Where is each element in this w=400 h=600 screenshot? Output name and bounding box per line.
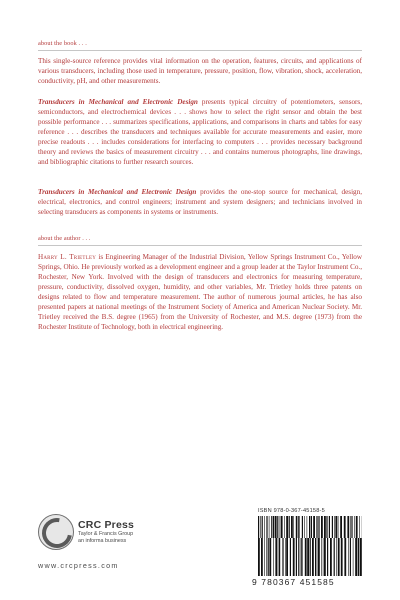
barcode-bar bbox=[302, 516, 303, 538]
barcode-bar bbox=[356, 516, 358, 538]
barcode-bar bbox=[291, 516, 293, 538]
about-book-label: about the book . . . bbox=[38, 40, 87, 47]
isbn-barcode bbox=[258, 516, 362, 538]
barcode-bar bbox=[311, 516, 312, 538]
barcode-bar bbox=[299, 516, 300, 538]
barcode-bar bbox=[350, 538, 351, 576]
author-paragraph bbox=[38, 252, 362, 332]
crc-logo-icon bbox=[38, 514, 74, 550]
barcode-bar bbox=[319, 516, 320, 538]
barcode-bar bbox=[327, 538, 328, 576]
barcode-bar bbox=[334, 516, 335, 538]
barcode-bar bbox=[298, 538, 299, 576]
barcode-bar bbox=[264, 516, 265, 538]
barcode-bar bbox=[355, 538, 357, 576]
barcode-bar bbox=[289, 516, 290, 538]
book-paragraph-1: This single-source reference provides vital information on the operation, features, circuits, and applications of various transducers, including those used in temperature, pressure, position, flow, vibration, shock, acceleration, conductivity, pH, and other measurements. bbox=[38, 57, 362, 86]
barcode-bar bbox=[273, 516, 274, 538]
barcode-bar bbox=[309, 516, 310, 538]
barcode-bar bbox=[317, 538, 318, 576]
barcode-bar bbox=[285, 538, 286, 576]
book-title: Transducers in Mechanical and Electronic Design bbox=[38, 98, 198, 106]
barcode-bar bbox=[329, 516, 330, 538]
publisher-name: CRC Press bbox=[78, 519, 135, 531]
barcode-bar bbox=[323, 538, 324, 576]
barcode-bar bbox=[318, 538, 320, 576]
barcode-bar bbox=[312, 538, 314, 576]
publisher-website: www.crcpress.com bbox=[38, 561, 119, 570]
author-bio: is Engineering Manager of the Industrial Division, Yellow Springs Instrument Co., Yellow Springs, Ohio. He previously worked as a development engineer and a group leader at the Taylor Instrument Co., Rochester, New York. Involved with the design of transducers and electronics for measuring temperature, pressure, conductivity, dissolved oxygen, humidity, and other variables, Mr. Trietley holds three patents on designs related to flow and temperature measurement. The author of numerous journal articles, he has also presented papers at national meetings of the Instrument Society of America and American Nuclear Society. Mr. Trietley received the B.S. degree (1965) from the University of Rochester, and M.S. degree (1973) from the Rochester Institute of Technology, both in electrical engineering. bbox=[38, 253, 363, 332]
barcode-bar bbox=[336, 538, 337, 576]
publisher-group: Taylor & Francis Group bbox=[78, 531, 134, 537]
barcode-bar bbox=[298, 516, 299, 538]
barcode-bar bbox=[332, 516, 333, 538]
divider bbox=[38, 50, 362, 51]
barcode-bar bbox=[350, 516, 351, 538]
barcode-bar bbox=[266, 538, 267, 576]
divider bbox=[38, 245, 362, 246]
barcode-bar bbox=[280, 516, 281, 538]
barcode-bar bbox=[307, 516, 308, 538]
ean-barcode bbox=[258, 538, 362, 576]
barcode-bar bbox=[358, 538, 360, 576]
barcode-bar bbox=[293, 538, 295, 576]
barcode-bar bbox=[305, 538, 307, 576]
barcode-digits: 9 780367 451585 bbox=[252, 577, 335, 587]
barcode-bar bbox=[354, 516, 355, 538]
barcode-bar bbox=[359, 516, 360, 538]
barcode-bar bbox=[324, 538, 326, 576]
barcode-bar bbox=[269, 516, 270, 538]
barcode-bar bbox=[260, 516, 261, 538]
barcode-bar bbox=[273, 538, 274, 576]
barcode-bar bbox=[315, 538, 316, 576]
publisher-tagline: an informa business bbox=[78, 537, 127, 544]
barcode-bar bbox=[352, 516, 353, 538]
barcode-bar bbox=[262, 516, 263, 538]
barcode-bar bbox=[301, 538, 302, 576]
about-author-label: about the author . . . bbox=[38, 235, 91, 242]
barcode-bar bbox=[338, 516, 339, 538]
barcode-bar bbox=[326, 516, 327, 538]
barcode-bar bbox=[316, 516, 317, 538]
barcode-bar bbox=[321, 538, 322, 576]
book-paragraph-3 bbox=[38, 187, 362, 217]
barcode-bar bbox=[307, 538, 309, 576]
barcode-bar bbox=[290, 538, 291, 576]
barcode-bar bbox=[278, 538, 279, 576]
barcode-bar bbox=[266, 516, 267, 538]
book-title: Transducers in Mechanical and Electronic Design bbox=[38, 188, 197, 196]
barcode-bar bbox=[283, 538, 284, 576]
barcode-bar bbox=[344, 538, 346, 576]
barcode-bar bbox=[286, 516, 288, 538]
barcode-bar bbox=[281, 516, 283, 538]
barcode-bar bbox=[275, 538, 277, 576]
barcode-bar bbox=[313, 516, 315, 538]
barcode-bar bbox=[321, 516, 323, 538]
barcode-bar bbox=[258, 538, 260, 576]
barcode-bar bbox=[330, 538, 332, 576]
barcode-bar bbox=[275, 516, 277, 538]
barcode-bar bbox=[258, 516, 259, 538]
isbn-label: ISBN 978-0-367-45158-5 bbox=[258, 508, 325, 514]
barcode-bar bbox=[293, 516, 294, 538]
barcode-bar bbox=[282, 538, 283, 576]
barcode-bar bbox=[261, 538, 263, 576]
barcode-bar bbox=[334, 538, 335, 576]
barcode-bar bbox=[304, 516, 305, 538]
barcode-bar bbox=[317, 516, 318, 538]
book-paragraph-2 bbox=[38, 97, 362, 167]
barcode-bar bbox=[279, 538, 280, 576]
barcode-bar bbox=[338, 538, 340, 576]
barcode-bar bbox=[268, 538, 269, 576]
barcode-bar bbox=[269, 538, 271, 576]
barcode-bar bbox=[353, 538, 354, 576]
barcode-bar bbox=[284, 516, 285, 538]
barcode-bar bbox=[348, 538, 349, 576]
barcode-bar bbox=[335, 516, 337, 538]
author-name: Harry L. Trietley bbox=[38, 253, 97, 261]
barcode-bar bbox=[324, 516, 326, 538]
barcode-bar bbox=[347, 516, 349, 538]
barcode-bar bbox=[271, 516, 272, 538]
barcode-bar bbox=[341, 538, 343, 576]
book-paragraph-3-text: provides the one-stop source for mechanical, design, electrical, electronics, and control engineers; instrument and system designers; and technicians involved in selecting transducers as components in systems or instruments. bbox=[38, 188, 362, 217]
barcode-bar bbox=[360, 538, 362, 576]
barcode-bar bbox=[340, 516, 342, 538]
barcode-bar bbox=[296, 538, 297, 576]
barcode-bar bbox=[310, 538, 311, 576]
barcode-bar bbox=[302, 538, 303, 576]
barcode-bar bbox=[296, 516, 297, 538]
barcode-bar bbox=[286, 538, 288, 576]
book-paragraph-2-text: presents typical circuitry of potentiometers, sensors, semiconductors, and electrochemical devices . . . shows how to select the right sensor and obtain the best possible performance . . . summarizes specifications, applications, and comparisons in charts and tables for easy reference . . . describes the transducers and techniques available for accurate measurements and easier, more precise readouts . . . includes considerations for interfacing to computers . . . provides necessary background theory and reviews the basics of measurement circuitry . . . and contains numerous photographs, line drawings, and bibliographic citations to further research sources. bbox=[38, 98, 362, 167]
barcode-bar bbox=[344, 516, 346, 538]
publisher-logo bbox=[38, 514, 158, 560]
barcode-bar bbox=[277, 516, 278, 538]
barcode-bar bbox=[264, 538, 265, 576]
